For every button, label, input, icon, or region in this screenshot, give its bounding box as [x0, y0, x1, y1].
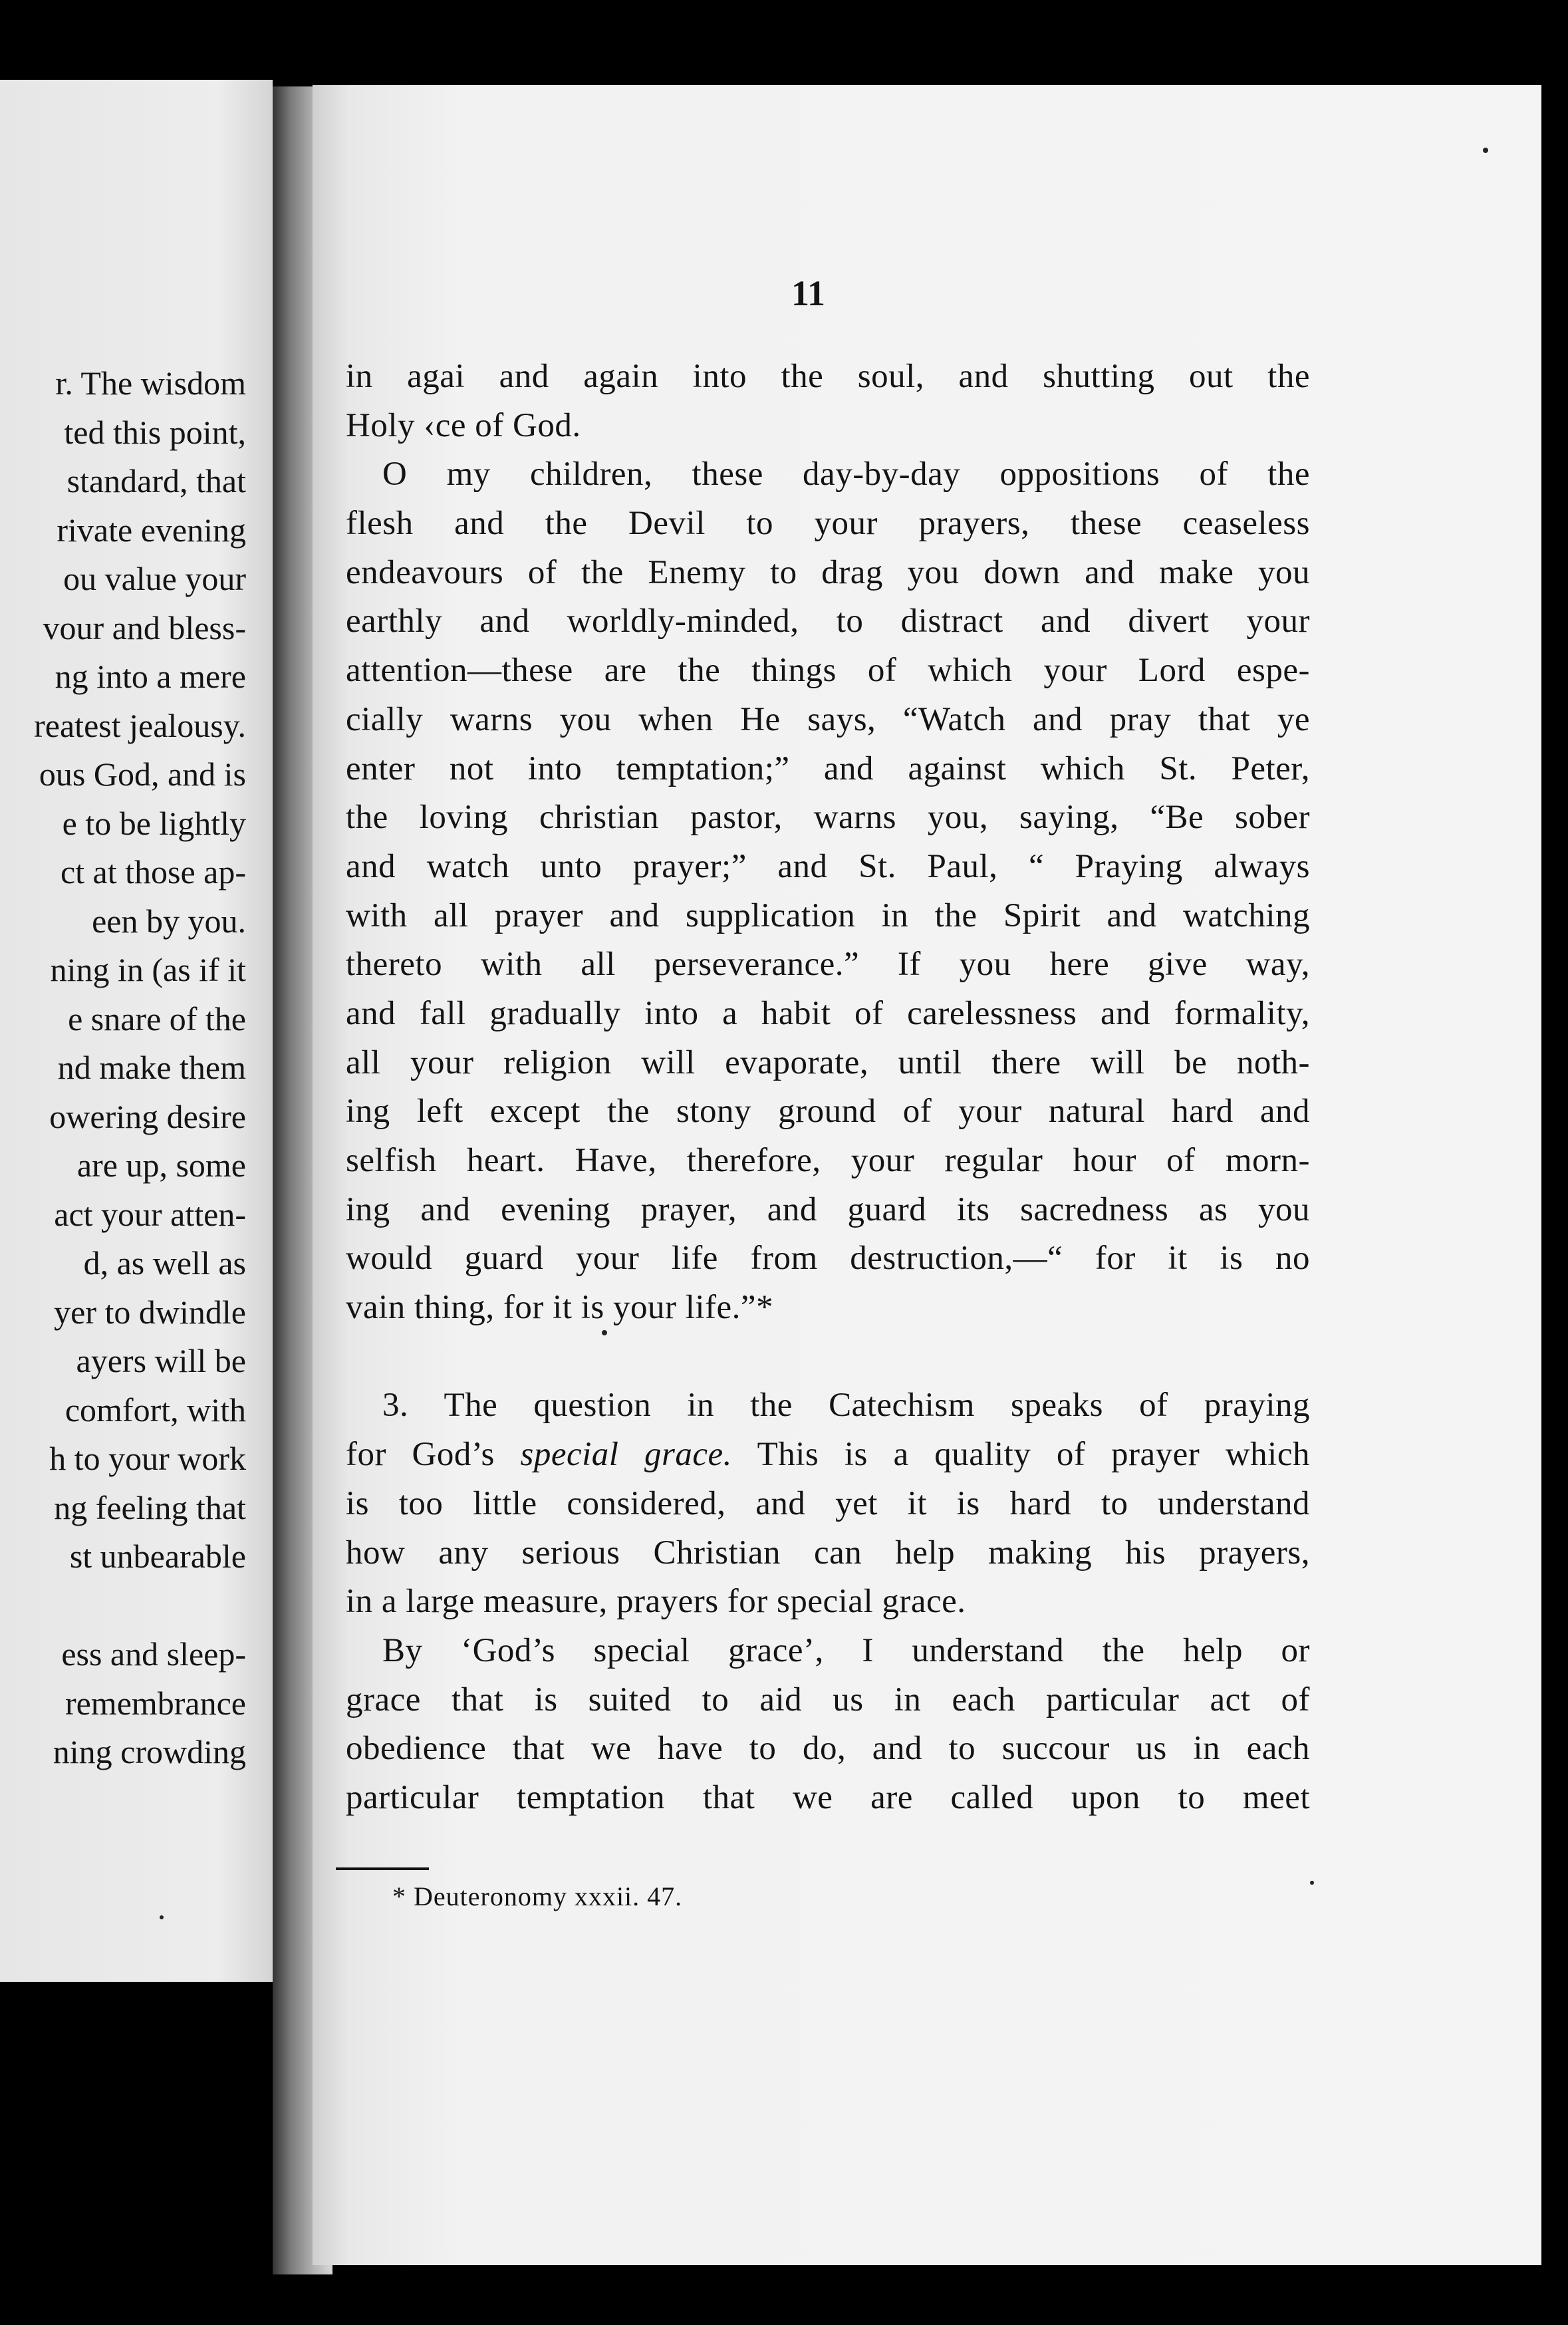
text-line: flesh and the Devil to your prayers, these ceaseless: [346, 505, 1310, 543]
text-line: and watch unto prayer;” and St. Paul, “ Praying always: [346, 847, 1310, 885]
facing-gap: [34, 1581, 246, 1631]
facing-line: ess and sleep-: [61, 1635, 246, 1673]
text-line: vain thing, for it is your life.”*: [346, 1289, 774, 1327]
facing-line: ng into a mere: [55, 658, 246, 695]
text-line: particular temptation that we are called upon to meet: [346, 1778, 1310, 1816]
ink-speck: [160, 1915, 164, 1919]
text-run: for God’s: [346, 1436, 495, 1474]
facing-line: een by you.: [92, 902, 246, 940]
text-line: thereto with all perseverance.” If you here give way,: [346, 946, 1310, 984]
text-line: the loving christian pastor, warns you, saying, “Be sober: [346, 799, 1310, 837]
facing-line: yer to dwindle: [54, 1293, 246, 1331]
text-line: ing and evening prayer, and guard its sacredness as you: [346, 1190, 1310, 1228]
text-line: how any serious Christian can help making his prayers,: [346, 1534, 1310, 1572]
facing-line: r. The wisdom: [55, 364, 246, 402]
text-line: in agai and again into the soul, and shutting out the: [346, 358, 1310, 395]
text-line: with all prayer and supplication in the Spirit and watching: [346, 896, 1310, 934]
ink-speck: [1483, 148, 1488, 153]
facing-page-text: [34, 359, 246, 1777]
text-line: O my children, these day-by-day oppositions of the: [382, 456, 1310, 493]
text-line: earthly and worldly-minded, to distract and divert your: [346, 603, 1310, 640]
facing-line: reatest jealousy.: [34, 706, 246, 744]
page-number: 11: [791, 273, 826, 313]
paragraph-gap: [346, 1333, 1310, 1382]
facing-line: nd make them: [57, 1049, 246, 1086]
facing-line: h to your work: [49, 1440, 246, 1477]
ink-speck: [602, 1330, 607, 1335]
text-line: grace that is suited to aid us in each particular act of: [346, 1681, 1310, 1718]
text-line: obedience that we have to do, and to succour us in each: [346, 1730, 1310, 1768]
italic-phrase: special grace.: [520, 1436, 732, 1474]
footnote: * Deuteronomy xxxii. 47.: [392, 1881, 683, 1911]
facing-line: ted this point,: [64, 413, 246, 451]
text-line: all your religion will evaporate, until there will be noth-: [346, 1043, 1310, 1081]
page-body-text: [346, 352, 1310, 1823]
facing-line: ng feeling that: [54, 1488, 246, 1526]
facing-line: vour and bless-: [43, 609, 246, 646]
text-line: and fall gradually into a habit of carelessness and formality,: [346, 994, 1310, 1032]
ink-speck: [1310, 1881, 1314, 1885]
facing-line: remembrance: [65, 1684, 246, 1722]
text-line: 3. The question in the Catechism speaks of praying: [382, 1387, 1310, 1425]
text-line: Holy ‹ce of God.: [346, 406, 581, 444]
text-line: cially warns you when He says, “Watch and pray that ye: [346, 700, 1310, 738]
facing-line: e to be lightly: [62, 804, 246, 842]
text-run: This is a quality of prayer which: [757, 1436, 1310, 1474]
text-line: ing left except the stony ground of your natural hard and: [346, 1093, 1310, 1131]
facing-line: standard, that: [66, 462, 246, 499]
facing-line: ayers will be: [76, 1342, 246, 1379]
facing-line: ou value your: [63, 560, 246, 597]
text-line: attention—these are the things of which your Lord espe-: [346, 652, 1310, 690]
text-line: endeavours of the Enemy to drag you down and make you: [346, 553, 1310, 591]
facing-line: e snare of the: [68, 1000, 246, 1037]
facing-line: ning crowding: [53, 1733, 246, 1770]
text-line: By ‘God’s special grace’, I understand the help or: [382, 1631, 1310, 1669]
facing-line: ous God, and is: [39, 755, 246, 793]
text-line: selfish heart. Have, therefore, your regular hour of morn-: [346, 1142, 1310, 1179]
footnote-rule: [336, 1867, 429, 1870]
facing-page: [0, 80, 273, 1982]
facing-line: ning in (as if it: [50, 951, 246, 988]
facing-line: ct at those ap-: [60, 853, 246, 890]
text-line: is too little considered, and yet it is hard to understand: [346, 1484, 1310, 1522]
text-line: [346, 1431, 1310, 1480]
text-line: would guard your life from destruction,—“ for it is no: [346, 1240, 1310, 1278]
text-line: in a large measure, prayers for special grace.: [346, 1583, 966, 1621]
facing-line: act your atten-: [54, 1195, 246, 1233]
text-line: enter not into temptation;” and against which St. Peter,: [346, 750, 1310, 787]
facing-line: rivate evening: [57, 511, 246, 549]
facing-line: comfort, with: [65, 1391, 246, 1429]
facing-line: owering desire: [49, 1097, 246, 1135]
facing-line: d, as well as: [83, 1244, 246, 1282]
facing-line: are up, some: [76, 1147, 246, 1184]
facing-line: st unbearable: [69, 1538, 246, 1575]
